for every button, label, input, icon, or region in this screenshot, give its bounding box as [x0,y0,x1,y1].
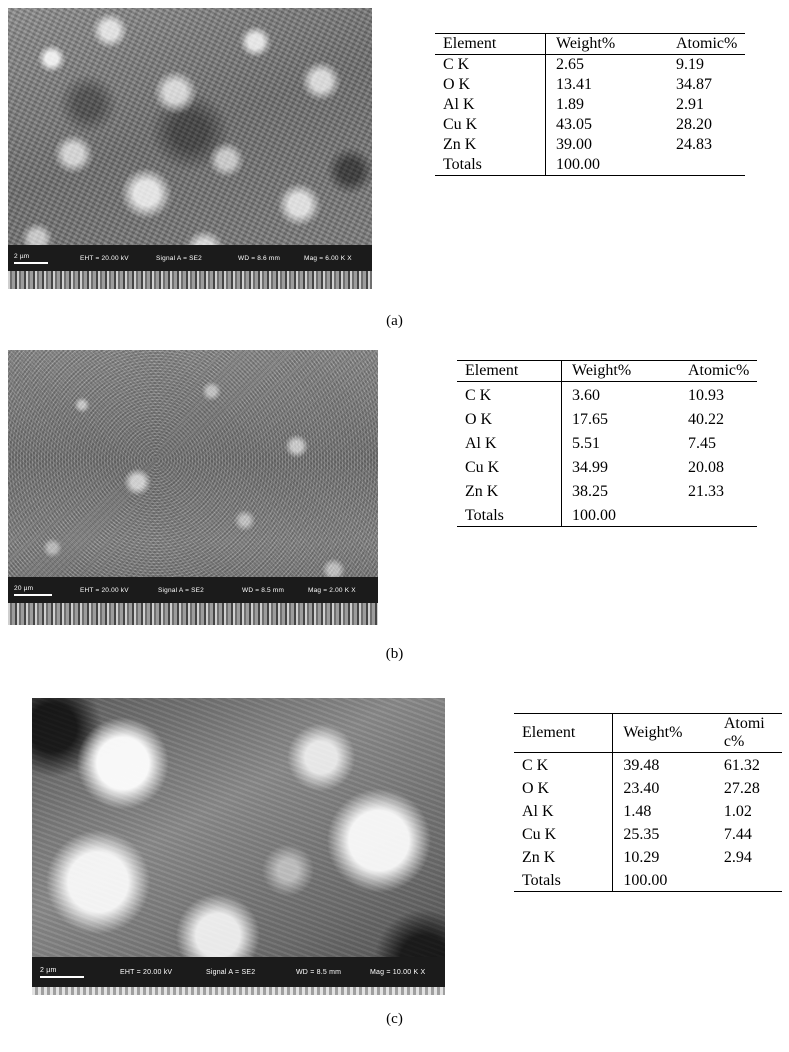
cell-atomic: 34.87 [676,76,712,93]
cell-element: Totals [514,868,613,892]
eds-table-head-a [435,34,745,55]
cell-element: Al K [522,803,554,820]
table-row [514,822,782,845]
cell-atomic: 21.33 [688,483,724,500]
cell-atomic: 10.93 [688,387,724,404]
cell-element: Totals [435,155,546,176]
figure-panel-c [0,698,789,1028]
eds-table-a [435,33,745,176]
table-row [435,95,745,115]
cell-element: Totals [457,502,562,527]
cell-atomic: 61.32 [723,757,760,774]
sem-mag-b: Mag = 2.00 K X [308,586,356,594]
table-header-row [435,34,745,55]
cell-element: Cu K [443,116,478,133]
cell-element: Cu K [522,826,557,843]
table-row [514,753,782,777]
cell-weight: 23.40 [613,776,712,799]
cell-atomic [676,502,757,527]
cell-atomic: 27.28 [723,780,760,797]
cell-atomic: 7.45 [688,435,716,452]
cell-atomic: 40.22 [688,411,724,428]
cell-element: Cu K [465,459,500,476]
cell-element: Zn K [443,136,477,153]
sem-eht-b: EHT = 20.00 kV [80,586,129,594]
scale-bar-b [14,585,80,596]
table-row [514,776,782,799]
scale-bar-label-a: 2 µm [14,252,30,260]
table-row [457,382,757,407]
sem-image-artifact-band-b [8,603,378,625]
sem-image-artifact-band-c [32,987,445,995]
cell-atomic: 2.94 [723,849,752,866]
table-header-row [514,714,782,753]
eds-table-head-b [457,361,757,382]
cell-element: C K [443,56,470,73]
table-row [457,478,757,502]
table-row [514,799,782,822]
sem-micrograph-a [8,8,372,289]
table-row [457,430,757,454]
cell-element: O K [465,411,493,428]
eds-table-body-b [457,382,757,527]
table-row-totals [457,502,757,527]
cell-weight: 100.00 [562,502,677,527]
sem-image-surface-c [32,698,445,995]
eds-table-head-c [514,714,782,753]
sem-info-bar-b [8,577,378,603]
scale-bar-a [14,253,80,264]
header-weight-b: Weight% [562,361,677,382]
cell-atomic [664,155,745,176]
table-row [435,55,745,76]
sem-wd-a: WD = 8.6 mm [238,254,281,262]
cell-atomic: 20.08 [688,459,724,476]
cell-element: O K [522,780,550,797]
cell-weight: 3.60 [562,382,677,407]
cell-atomic [712,868,782,892]
cell-atomic: 2.91 [676,96,704,113]
sem-eht-a: EHT = 20.00 kV [80,254,129,262]
sem-info-bar-a [8,245,372,271]
cell-weight: 100.00 [546,155,665,176]
cell-weight: 38.25 [562,478,677,502]
header-element-b: Element [457,361,562,382]
cell-atomic: 7.44 [723,826,752,843]
table-row [457,406,757,430]
cell-weight: 100.00 [613,868,712,892]
cell-weight: 5.51 [562,430,677,454]
cell-weight: 25.35 [613,822,712,845]
cell-atomic: 1.02 [723,803,752,820]
table-row [457,454,757,478]
header-atomic-b: Atomic% [676,361,757,382]
cell-weight: 1.48 [613,799,712,822]
sem-signal-b: Signal A = SE2 [158,586,204,594]
sem-micrograph-c [32,698,445,995]
cell-weight: 1.89 [546,95,665,115]
cell-element: Zn K [522,849,556,866]
table-row-totals [435,155,745,176]
header-atomic-a: Atomic% [664,34,745,55]
cell-atomic: 9.19 [676,56,704,73]
header-atomic-c: Atomi c% [712,714,782,753]
cell-atomic: 28.20 [676,116,712,133]
table-row-totals [514,868,782,892]
sem-signal-a: Signal A = SE2 [156,254,202,262]
cell-weight: 2.65 [546,55,665,76]
figure-panel-a [0,8,789,330]
sem-info-bar-c [32,957,445,987]
sem-mag-a: Mag = 6.00 K X [304,254,352,262]
panel-caption-b: (b) [385,646,404,662]
table-row [514,845,782,868]
sem-micrograph-b [8,350,378,625]
cell-element: Zn K [465,483,499,500]
panel-caption-a: (a) [386,313,403,329]
cell-weight: 43.05 [546,115,665,135]
scale-bar-line-c [40,976,84,978]
table-row [435,75,745,95]
scale-bar-c [40,967,120,978]
cell-weight: 13.41 [546,75,665,95]
sem-eht-c: EHT = 20.00 kV [120,968,173,976]
scale-bar-label-c: 2 µm [40,966,57,974]
sem-image-artifact-band-a [8,271,372,289]
cell-element: O K [443,76,471,93]
header-element-c: Element [514,714,613,753]
header-weight-a: Weight% [546,34,665,55]
table-header-row [457,361,757,382]
cell-weight: 39.48 [613,753,712,777]
cell-weight: 34.99 [562,454,677,478]
table-row [435,115,745,135]
cell-atomic: 24.83 [676,136,712,153]
cell-element: C K [465,387,492,404]
eds-table-b [457,360,757,527]
cell-element: C K [522,757,549,774]
sem-wd-c: WD = 8.5 mm [296,968,342,976]
sem-wd-b: WD = 8.5 mm [242,586,285,594]
cell-element: Al K [443,96,475,113]
cell-element: Al K [465,435,497,452]
sem-mag-c: Mag = 10.00 K X [370,968,426,976]
header-weight-c: Weight% [613,714,712,753]
scale-bar-line-b [14,594,52,596]
scale-bar-label-b: 20 µm [14,584,34,592]
table-row [435,135,745,155]
eds-table-body-c [514,753,782,892]
figure-panel-b [0,350,789,663]
panel-caption-c: (c) [386,1011,403,1027]
scale-bar-line-a [14,262,48,264]
cell-weight: 17.65 [562,406,677,430]
eds-table-c [514,713,782,892]
header-element-a: Element [435,34,546,55]
sem-signal-c: Signal A = SE2 [206,968,256,976]
cell-weight: 39.00 [546,135,665,155]
cell-weight: 10.29 [613,845,712,868]
eds-table-body-a [435,55,745,176]
